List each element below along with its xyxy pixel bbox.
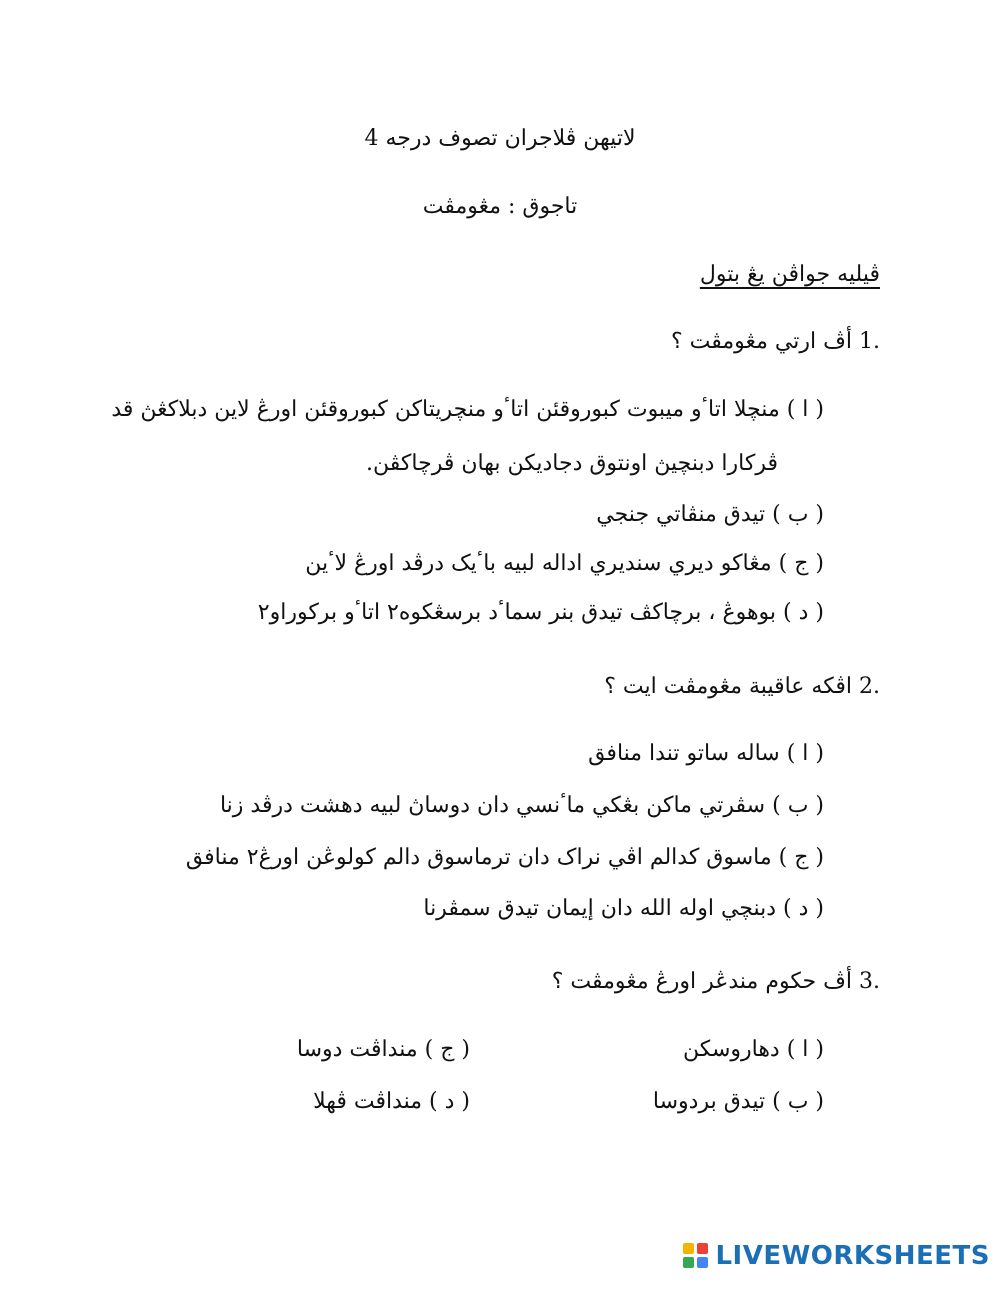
- q1-option-c[interactable]: [305, 549, 824, 579]
- option-label: ( د ): [429, 1089, 470, 1114]
- logo-square-icon: [697, 1257, 708, 1268]
- q2-option-c[interactable]: [186, 843, 824, 873]
- question-3-text: أڤ حكوم مندڠر اورڠ مڠومڤت ؟: [551, 969, 852, 994]
- logo-mark-icon: [683, 1243, 709, 1269]
- question-3: [552, 967, 880, 997]
- q1-option-a[interactable]: [111, 395, 824, 425]
- question-1-number: 1.: [859, 329, 880, 354]
- option-text: تيدق منڤاتي جنجي: [596, 502, 766, 527]
- q1-option-d[interactable]: [258, 598, 824, 628]
- option-label: ( ج ): [424, 1037, 470, 1062]
- option-label: ( ج ): [778, 551, 824, 576]
- q1-option-b[interactable]: [596, 500, 824, 530]
- q2-option-b[interactable]: [220, 791, 824, 821]
- option-label: ( ب ): [772, 1089, 824, 1114]
- logo-square-icon: [683, 1243, 694, 1254]
- question-2: [604, 672, 880, 702]
- option-text: دهاروسكن: [683, 1037, 780, 1062]
- q3-option-c[interactable]: [297, 1035, 470, 1065]
- logo-square-icon: [683, 1257, 694, 1268]
- q3-option-d[interactable]: [313, 1087, 470, 1117]
- logo-square-icon: [697, 1243, 708, 1254]
- q3-option-b[interactable]: [653, 1087, 824, 1117]
- worksheet-topic: تاجوق : مڠومڤت: [422, 194, 578, 219]
- liveworksheets-logo: [683, 1241, 990, 1271]
- option-label: ( ب ): [772, 502, 824, 527]
- option-text: ماسوق كدالم اڤي نراک دان ترماسوق دالم كولوڠن اورڠ٢ منافق: [185, 845, 772, 870]
- option-label: ( د ): [783, 600, 824, 625]
- option-text: منداڤت ڤهلا: [313, 1089, 423, 1114]
- question-2-number: 2.: [859, 674, 880, 699]
- option-label: ( ج ): [778, 845, 824, 870]
- option-label: ( ا ): [786, 397, 824, 422]
- option-label: ( ا ): [786, 1037, 824, 1062]
- option-text: دبنچي اوله الله دان إيمان تيدق سمڤرنا: [423, 896, 777, 921]
- option-text: بوهوڠ ، برچاكڤ تيدق بنر سماٴد برسڠكوه٢ اتاٴو بركوراو٢: [257, 600, 777, 625]
- option-text: منچلا اتاٴو ميبوت كبوروقئن اتاٴو منچريتاكن كبوروقئن اورڠ لاين دبلاكڠڽ قد: [111, 397, 780, 422]
- logo-text: LIVEWORKSHEETS: [715, 1241, 990, 1271]
- q2-option-a[interactable]: [588, 739, 824, 769]
- q1-option-a-continued: ڤركارا دبنچيڽ اونتوق دجاديكن بهان ڤرچاكڤن.: [366, 451, 778, 476]
- worksheet-title: لاتيهن ڤلاجران تصوف درجه 4: [364, 126, 636, 151]
- option-text: ساله ساتو تندا منافق: [588, 741, 780, 766]
- option-text: سڤرتي ماكن بڠكي ماٴنسي دان دوساڽ لبيه دهشت درڤد زنا: [219, 793, 766, 818]
- option-text: تيدق بردوسا: [652, 1089, 766, 1114]
- question-1: [671, 327, 880, 357]
- instruction-text: ڤيليه جواڤن يڠ بتول: [699, 262, 880, 287]
- option-label: ( د ): [783, 896, 824, 921]
- option-label: ( ا ): [786, 741, 824, 766]
- question-2-text: اڤكه عاقيبة مڠومڤت ايت ؟: [604, 674, 852, 699]
- question-3-number: 3.: [859, 969, 880, 994]
- q2-option-d[interactable]: [423, 894, 824, 924]
- q3-option-a[interactable]: [683, 1035, 824, 1065]
- option-text: منداڤت دوسا: [296, 1037, 418, 1062]
- question-1-text: أڤ ارتي مڠومڤت ؟: [670, 329, 852, 354]
- option-label: ( ب ): [772, 793, 824, 818]
- option-text: مڠاكو ديري سنديري اداله لبيه باٴيک درڤد اورڠ لاٴين: [305, 551, 772, 576]
